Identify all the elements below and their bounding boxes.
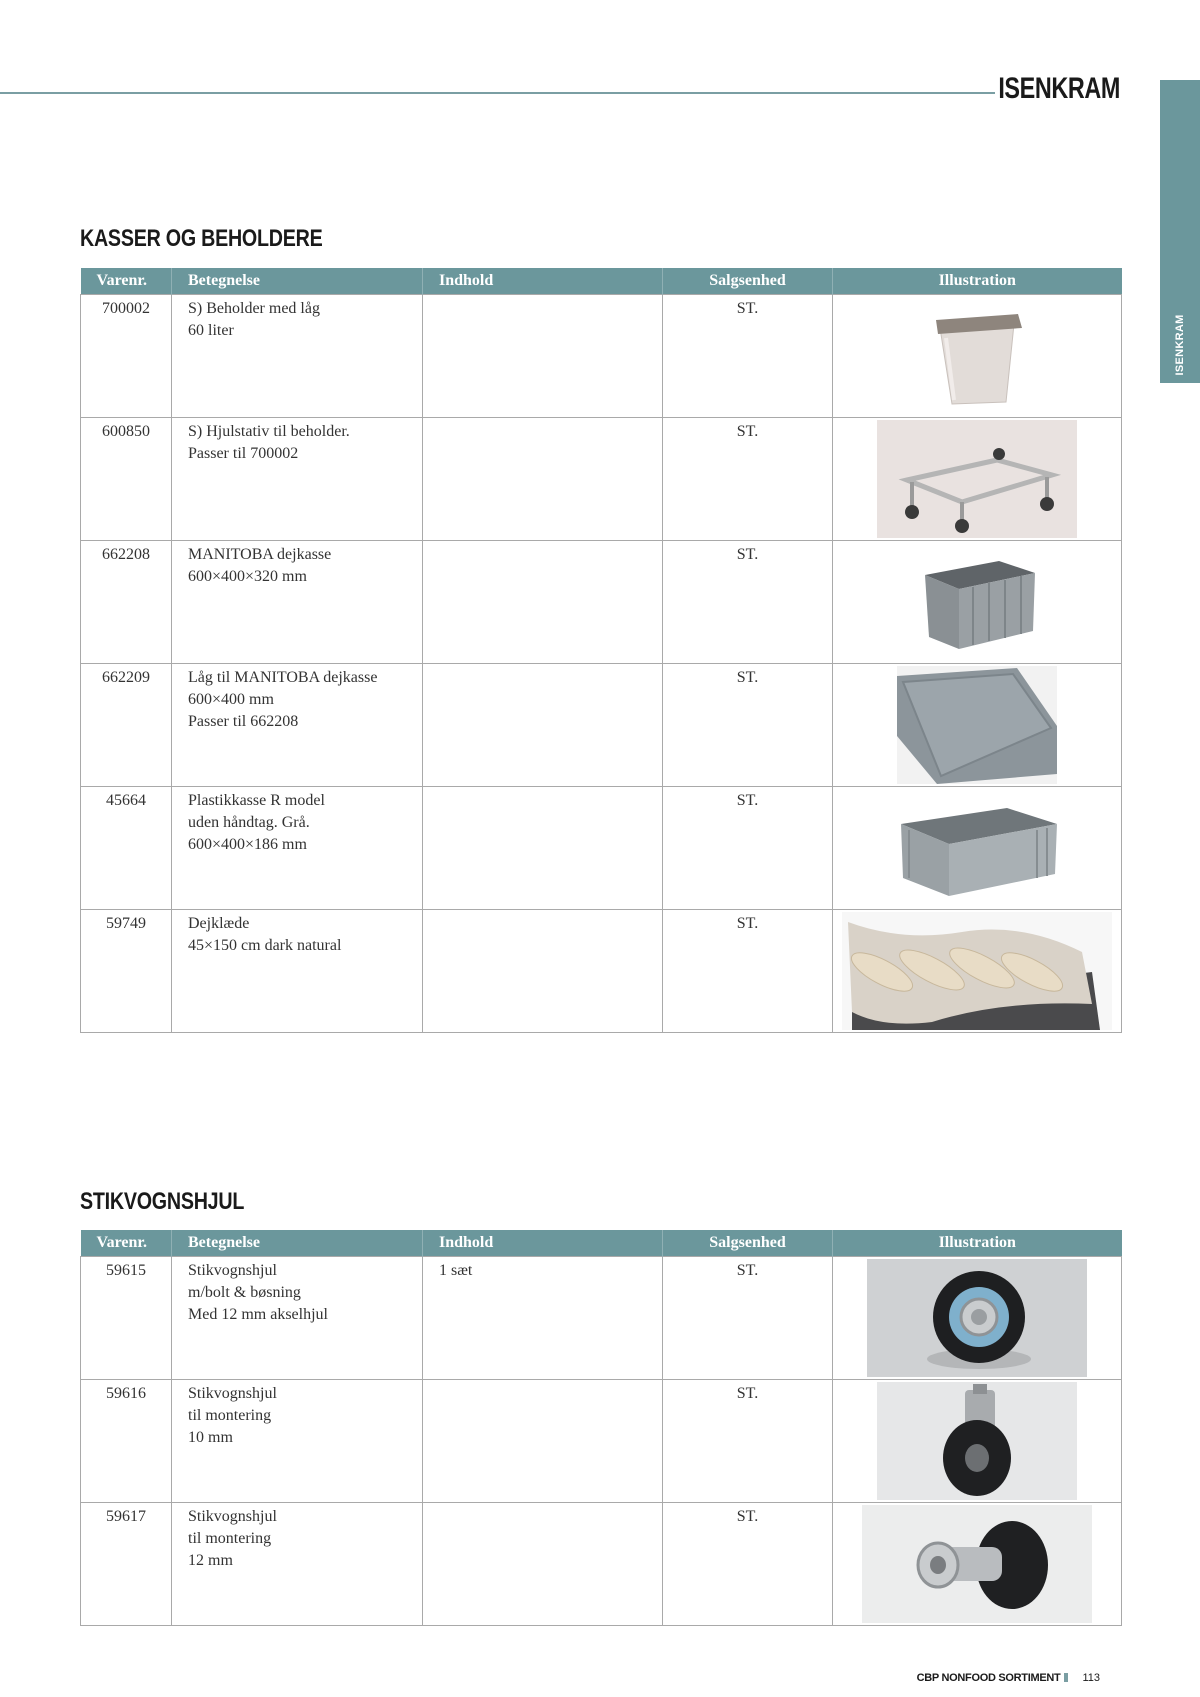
- cell-indhold: [423, 910, 663, 1033]
- cell-varenr: 600850: [81, 418, 172, 541]
- cell-indhold: [423, 664, 663, 787]
- cell-indhold: 1 sæt: [423, 1257, 663, 1380]
- column-header-salgsenhed: Salgsenhed: [663, 268, 833, 295]
- page-number: 113: [1082, 1672, 1100, 1684]
- column-header-salgsenhed: Salgsenhed: [663, 1230, 833, 1257]
- plastic-crate-icon: [887, 790, 1067, 906]
- cell-betegnelse: [172, 1380, 423, 1503]
- caster-wheel-icon: [877, 1382, 1077, 1500]
- dough-cloth-icon: [842, 912, 1112, 1030]
- betegnelse-line: Stikvognshjul: [188, 1508, 277, 1525]
- cell-varenr: 662209: [81, 664, 172, 787]
- betegnelse-line: S) Hjulstativ til beholder.: [188, 423, 350, 440]
- betegnelse-line: 12 mm: [188, 1552, 233, 1569]
- bolt-wheel-icon: [862, 1505, 1092, 1623]
- cell-illustration: [833, 1257, 1122, 1380]
- cell-salgsenhed: ST.: [663, 910, 833, 1033]
- betegnelse-line: 10 mm: [188, 1429, 233, 1446]
- table-row: [81, 1503, 1122, 1626]
- column-header-indhold: Indhold: [423, 1230, 663, 1257]
- column-header-betegnelse: Betegnelse: [172, 268, 423, 295]
- column-header-betegnelse: Betegnelse: [172, 1230, 423, 1257]
- table-header-row: [81, 268, 1122, 295]
- cell-indhold: [423, 295, 663, 418]
- table-row: [81, 664, 1122, 787]
- betegnelse-line: 600×400×186 mm: [188, 836, 307, 853]
- cell-salgsenhed: ST.: [663, 418, 833, 541]
- section-title-kasser: KASSER OG BEHOLDERE: [80, 225, 323, 252]
- cell-salgsenhed: ST.: [663, 295, 833, 418]
- column-header-varenr: Varenr.: [81, 1230, 172, 1257]
- cell-salgsenhed: ST.: [663, 1380, 833, 1503]
- betegnelse-line: Med 12 mm akselhjul: [188, 1306, 328, 1323]
- betegnelse-line: Passer til 662208: [188, 713, 299, 730]
- product-table-kasser: [80, 268, 1122, 1033]
- cell-salgsenhed: ST.: [663, 541, 833, 664]
- side-tab-label: ISENKRAM: [1174, 314, 1186, 376]
- table-row: [81, 541, 1122, 664]
- dough-box-icon: [907, 547, 1047, 657]
- column-header-illustration: Illustration: [833, 1230, 1122, 1257]
- betegnelse-line: til montering: [188, 1530, 272, 1547]
- betegnelse-line: Låg til MANITOBA dejkasse: [188, 669, 378, 686]
- footer-brand: CBP NONFOOD SORTIMENT: [916, 1672, 1061, 1684]
- betegnelse-line: Stikvognshjul: [188, 1385, 277, 1402]
- cell-indhold: [423, 1380, 663, 1503]
- cell-indhold: [423, 541, 663, 664]
- cell-varenr: 59616: [81, 1380, 172, 1503]
- cell-betegnelse: [172, 1257, 423, 1380]
- betegnelse-line: til montering: [188, 1407, 272, 1424]
- side-tab: [1160, 80, 1200, 383]
- cell-illustration: [833, 910, 1122, 1033]
- waste-bin-icon: [892, 298, 1062, 414]
- cell-varenr: 662208: [81, 541, 172, 664]
- betegnelse-line: Passer til 700002: [188, 445, 299, 462]
- betegnelse-line: 60 liter: [188, 322, 234, 339]
- cell-betegnelse: [172, 1503, 423, 1626]
- betegnelse-line: Dejklæde: [188, 915, 250, 932]
- table-row: [81, 295, 1122, 418]
- header-rule: [0, 92, 995, 94]
- table-row: [81, 910, 1122, 1033]
- cell-betegnelse: [172, 664, 423, 787]
- product-table-stikvognshjul: [80, 1230, 1122, 1626]
- cell-varenr: 700002: [81, 295, 172, 418]
- betegnelse-line: 600×400 mm: [188, 691, 274, 708]
- cell-betegnelse: [172, 418, 423, 541]
- betegnelse-line: MANITOBA dejkasse: [188, 546, 332, 563]
- table-header-row: [81, 1230, 1122, 1257]
- box-lid-icon: [897, 666, 1057, 784]
- cell-illustration: [833, 541, 1122, 664]
- betegnelse-line: m/bolt & bøsning: [188, 1284, 301, 1301]
- cell-illustration: [833, 664, 1122, 787]
- wheel-front-icon: [867, 1259, 1087, 1377]
- cell-indhold: [423, 418, 663, 541]
- cell-illustration: [833, 1503, 1122, 1626]
- cell-illustration: [833, 787, 1122, 910]
- cell-betegnelse: [172, 295, 423, 418]
- table-row: [81, 1380, 1122, 1503]
- betegnelse-line: 600×400×320 mm: [188, 568, 307, 585]
- betegnelse-line: 45×150 cm dark natural: [188, 937, 342, 954]
- cell-salgsenhed: ST.: [663, 664, 833, 787]
- page-title: ISENKRAM: [998, 72, 1120, 105]
- column-header-indhold: Indhold: [423, 268, 663, 295]
- footer: [917, 1672, 1100, 1684]
- cell-indhold: [423, 787, 663, 910]
- betegnelse-line: S) Beholder med låg: [188, 300, 320, 317]
- betegnelse-line: Stikvognshjul: [188, 1262, 277, 1279]
- section-title-stikvognshjul: STIKVOGNSHJUL: [80, 1188, 245, 1215]
- betegnelse-line: uden håndtag. Grå.: [188, 814, 310, 831]
- column-header-illustration: Illustration: [833, 268, 1122, 295]
- cell-indhold: [423, 1503, 663, 1626]
- cell-betegnelse: [172, 541, 423, 664]
- betegnelse-line: Plastikkasse R model: [188, 792, 325, 809]
- cell-betegnelse: [172, 910, 423, 1033]
- table-row: [81, 418, 1122, 541]
- table-row: [81, 1257, 1122, 1380]
- cell-varenr: 45664: [81, 787, 172, 910]
- footer-bar: [1064, 1673, 1068, 1682]
- cell-salgsenhed: ST.: [663, 787, 833, 910]
- column-header-varenr: Varenr.: [81, 268, 172, 295]
- cell-salgsenhed: ST.: [663, 1503, 833, 1626]
- cell-varenr: 59749: [81, 910, 172, 1033]
- table-row: [81, 787, 1122, 910]
- cell-illustration: [833, 295, 1122, 418]
- wheel-dolly-icon: [877, 420, 1077, 538]
- cell-varenr: 59615: [81, 1257, 172, 1380]
- cell-varenr: 59617: [81, 1503, 172, 1626]
- cell-illustration: [833, 418, 1122, 541]
- cell-betegnelse: [172, 787, 423, 910]
- cell-illustration: [833, 1380, 1122, 1503]
- cell-salgsenhed: ST.: [663, 1257, 833, 1380]
